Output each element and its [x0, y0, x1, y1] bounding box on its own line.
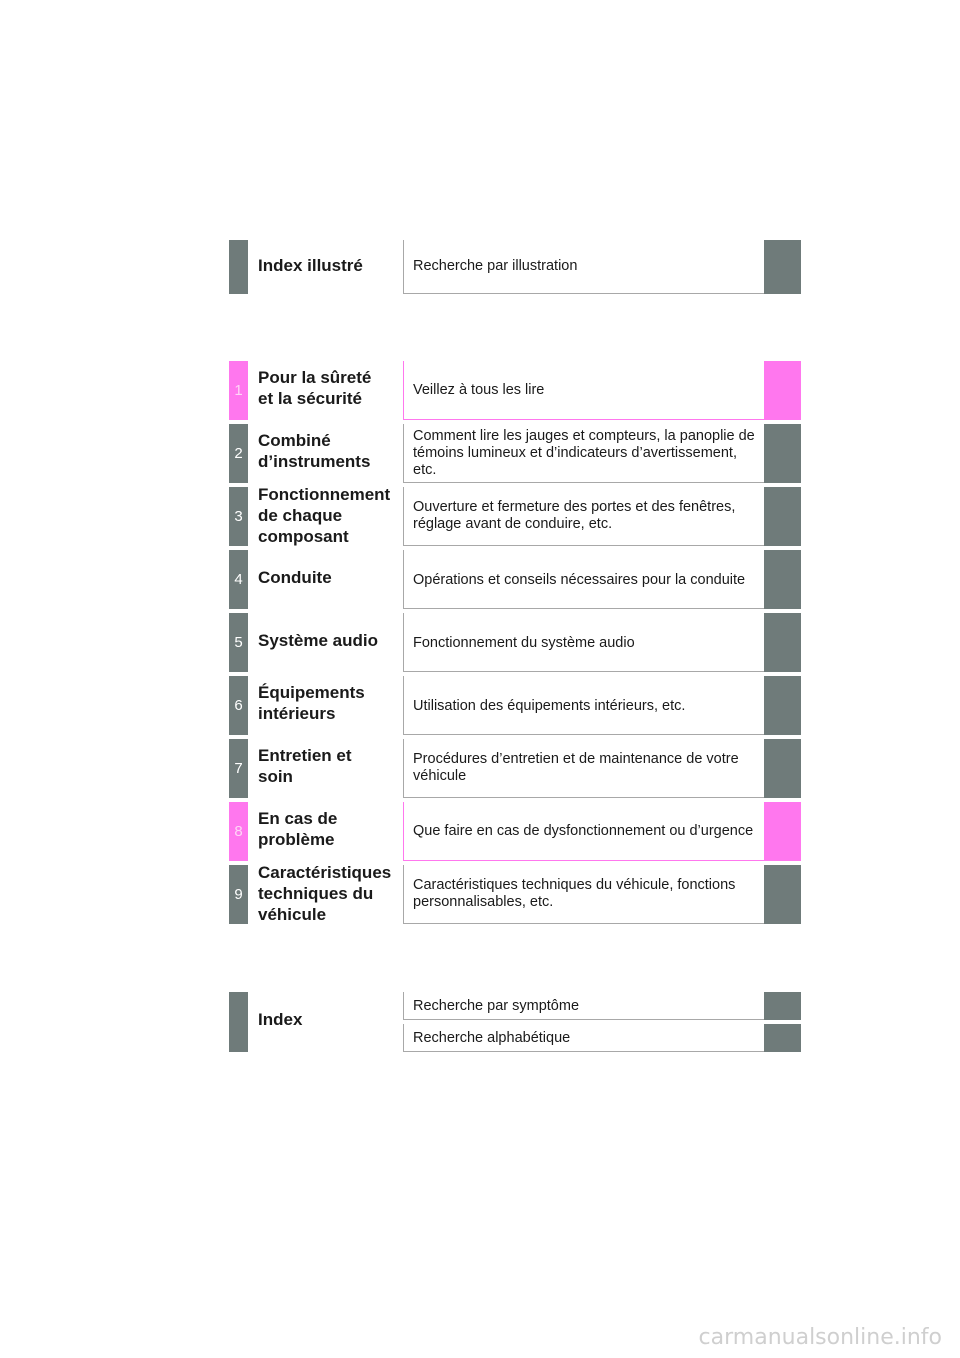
chapter-title: En cas de problème	[258, 809, 338, 849]
chapter-end-tab	[764, 739, 801, 798]
chapter-end-tab	[764, 802, 801, 861]
chapter-row-9[interactable]	[229, 865, 801, 924]
chapter-number-tab: 5	[229, 613, 248, 672]
chapter-end-tab	[764, 487, 801, 546]
chapter-number-tab: 6	[229, 676, 248, 735]
chapter-description: Caractéristiques techniques du véhicule, fonctions personnalisables, etc.	[403, 865, 764, 924]
chapter-title: Caractéristiques techniques du véhicule	[258, 863, 392, 924]
chapter-row-5[interactable]	[229, 613, 801, 672]
illustrated-index-row[interactable]	[229, 240, 801, 294]
chapter-description: Opérations et conseils nécessaires pour la conduite	[403, 550, 764, 609]
index-section	[229, 992, 801, 1052]
chapter-title: Système audio	[258, 631, 378, 650]
chapter-title: Fonctionnement de chaque composant	[258, 485, 391, 546]
chapter-description: Utilisation des équipements intérieurs, etc.	[403, 676, 764, 735]
chapter-number-tab: 2	[229, 424, 248, 483]
chapter-row-6[interactable]	[229, 676, 801, 735]
chapter-description: Fonctionnement du système audio	[403, 613, 764, 672]
illustrated-index-end-tab	[764, 240, 801, 294]
chapter-number-tab: 4	[229, 550, 248, 609]
chapter-description: Que faire en cas de dysfonctionnement ou d’urgence	[403, 802, 764, 861]
chapter-description: Procédures d’entretien et de maintenance de votre véhicule	[403, 739, 764, 798]
index-item-alphabetical[interactable]: Recherche alphabétique	[403, 1024, 764, 1052]
chapter-row-3[interactable]	[229, 487, 801, 546]
chapter-description: Ouverture et fermeture des portes et des fenêtres, réglage avant de conduire, etc.	[403, 487, 764, 546]
index-item-symptom[interactable]: Recherche par symptôme	[403, 992, 764, 1020]
chapter-description: Comment lire les jauges et compteurs, la panoplie de témoins lumineux et d’indicateurs d’avertissement, etc.	[403, 424, 764, 483]
chapter-title: Entretien et soin	[258, 746, 352, 786]
illustrated-index-description: Recherche par illustration	[403, 240, 764, 294]
chapter-title: Combiné d’instruments	[258, 431, 371, 471]
chapter-number-tab: 8	[229, 802, 248, 861]
chapter-number-tab: 7	[229, 739, 248, 798]
chapter-end-tab	[764, 865, 801, 924]
chapter-row-8[interactable]	[229, 802, 801, 861]
chapter-title: Conduite	[258, 568, 332, 587]
chapter-end-tab	[764, 424, 801, 483]
chapter-end-tab	[764, 613, 801, 672]
index-item-symptom-end-tab	[764, 992, 801, 1020]
index-tab	[229, 992, 248, 1052]
chapter-row-1[interactable]	[229, 361, 801, 420]
chapter-description: Veillez à tous les lire	[403, 361, 764, 420]
chapter-title: Pour la sûreté et la sécurité	[258, 368, 372, 408]
index-title: Index	[258, 1010, 303, 1029]
chapter-number-tab: 9	[229, 865, 248, 924]
illustrated-index-title: Index illustré	[258, 256, 363, 275]
chapter-number-tab: 1	[229, 361, 248, 420]
chapter-end-tab	[764, 550, 801, 609]
chapter-row-7[interactable]	[229, 739, 801, 798]
chapter-number-tab: 3	[229, 487, 248, 546]
watermark: carmanualsonline.info	[698, 1325, 942, 1350]
chapter-end-tab	[764, 361, 801, 420]
chapter-row-2[interactable]	[229, 424, 801, 483]
chapter-row-4[interactable]	[229, 550, 801, 609]
chapter-end-tab	[764, 676, 801, 735]
chapter-title: Équipements intérieurs	[258, 683, 365, 723]
illustrated-index-tab	[229, 240, 248, 294]
index-item-alphabetical-end-tab	[764, 1024, 801, 1052]
